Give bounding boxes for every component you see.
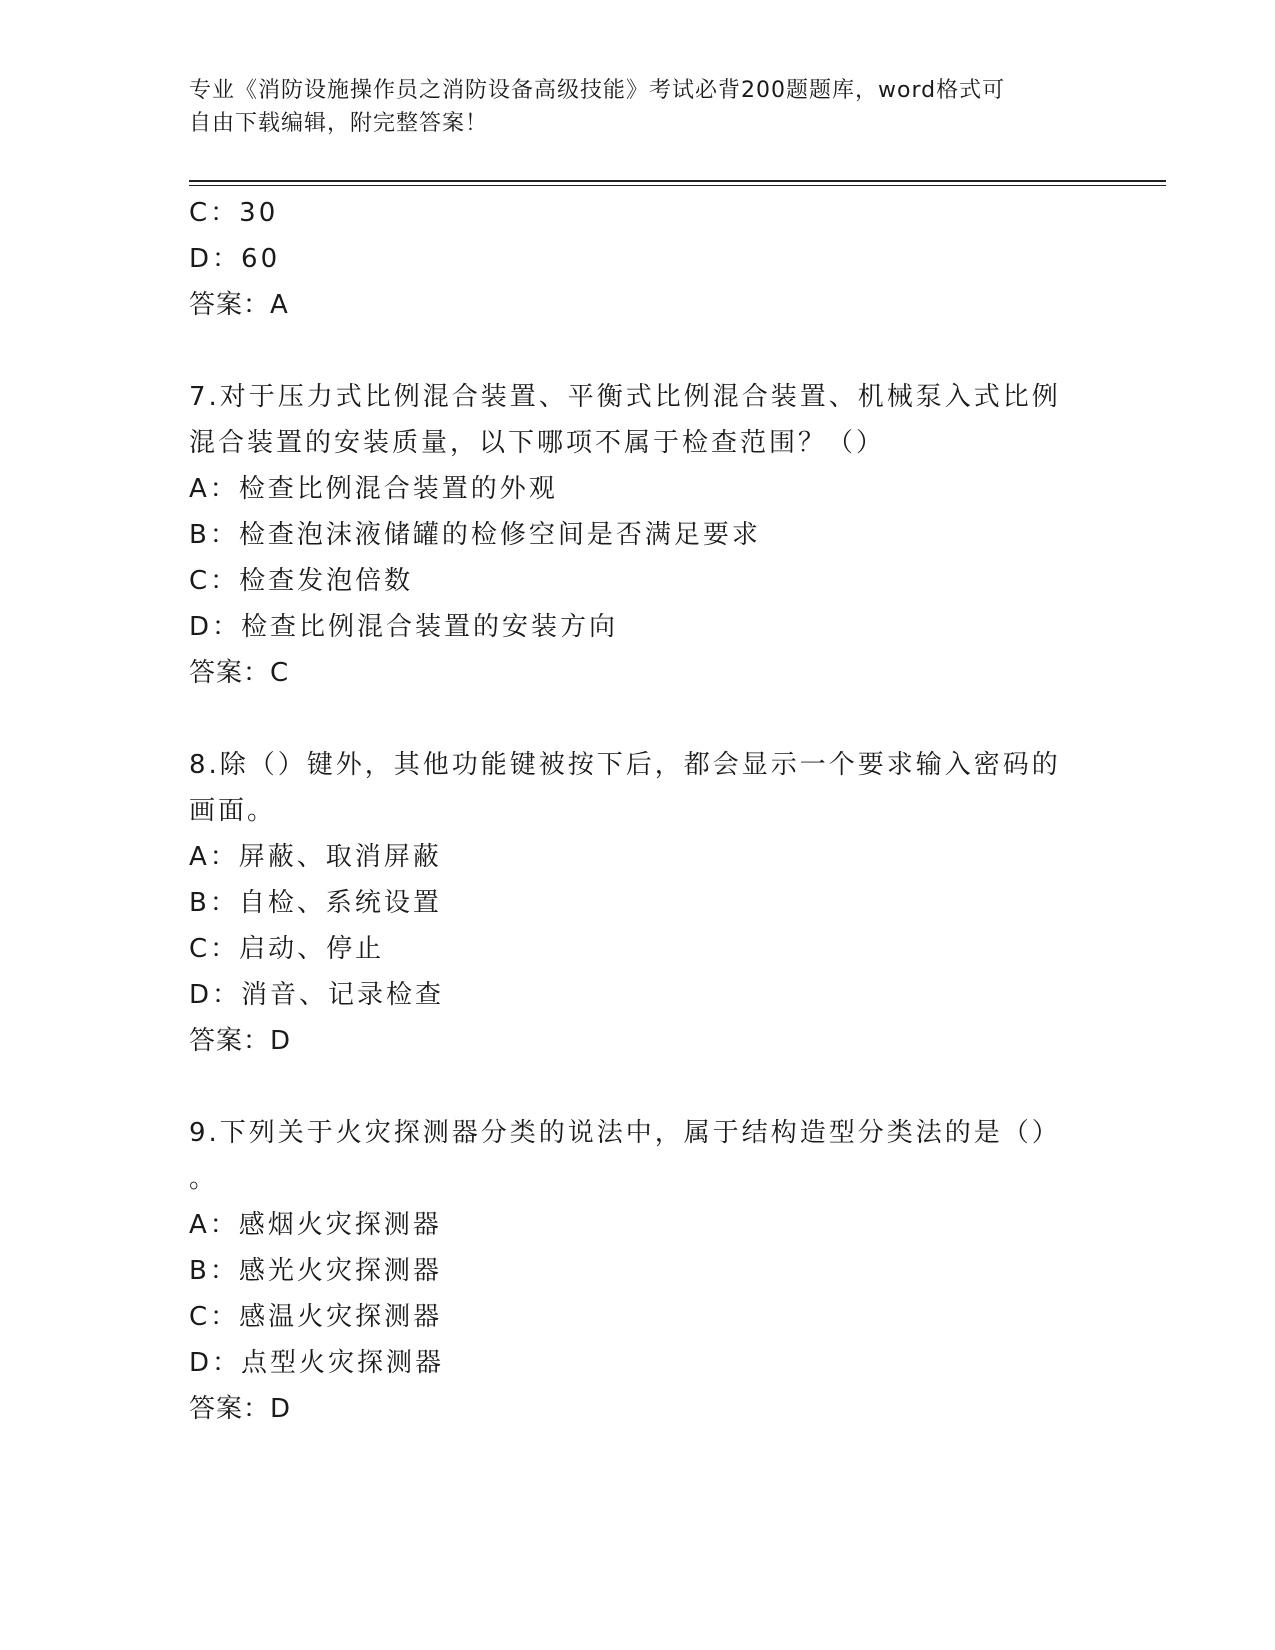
question-7	[189, 374, 1089, 696]
header-divider-thin	[189, 185, 1166, 186]
question-stem-line-2: 画面。	[189, 796, 277, 826]
spacer	[189, 328, 1089, 374]
question-stem-line-1: 8.除（）键外，其他功能键被按下后，都会显示一个要求输入密码的	[189, 750, 1061, 780]
option-c: C：30	[189, 198, 279, 228]
option-a: A：检查比例混合装置的外观	[189, 474, 558, 504]
option-d: D：60	[189, 244, 281, 274]
question-9	[189, 1110, 1089, 1432]
question-stem-line-1: 9.下列关于火灾探测器分类的说法中，属于结构造型分类法的是（）	[189, 1118, 1061, 1148]
option-c: C：检查发泡倍数	[189, 566, 414, 596]
option-c: C：启动、停止	[189, 934, 385, 964]
question-list	[189, 190, 1089, 1432]
answer-line: 答案：A	[189, 290, 289, 320]
header-line-1: 专业《消防设施操作员之消防设备高级技能》考试必背200题题库，word格式可	[189, 78, 1006, 103]
spacer	[189, 696, 1089, 742]
answer-line: 答案：C	[189, 658, 290, 688]
option-d: D：消音、记录检查	[189, 980, 445, 1010]
option-b: B：感光火灾探测器	[189, 1256, 442, 1286]
question-stem-line-2: 混合装置的安装质量，以下哪项不属于检查范围？（）	[189, 428, 886, 458]
header-divider-thick	[189, 180, 1166, 182]
option-a: A：感烟火灾探测器	[189, 1210, 442, 1240]
header-line-2: 自由下载编辑，附完整答案！	[189, 111, 489, 136]
answer-line: 答案：D	[189, 1394, 292, 1424]
question-fragment	[189, 190, 1089, 328]
question-8	[189, 742, 1089, 1064]
option-b: B：检查泡沫液储罐的检修空间是否满足要求	[189, 520, 761, 550]
document-header	[189, 74, 1069, 140]
option-d: D：点型火灾探测器	[189, 1348, 445, 1378]
option-c: C：感温火灾探测器	[189, 1302, 443, 1332]
question-stem-line-1: 7.对于压力式比例混合装置、平衡式比例混合装置、机械泵入式比例	[189, 382, 1061, 412]
spacer	[189, 1064, 1089, 1110]
option-d: D：检查比例混合装置的安装方向	[189, 612, 619, 642]
question-stem-line-2: 。	[189, 1164, 219, 1194]
answer-line: 答案：D	[189, 1026, 292, 1056]
option-a: A：屏蔽、取消屏蔽	[189, 842, 442, 872]
option-b: B：自检、系统设置	[189, 888, 442, 918]
